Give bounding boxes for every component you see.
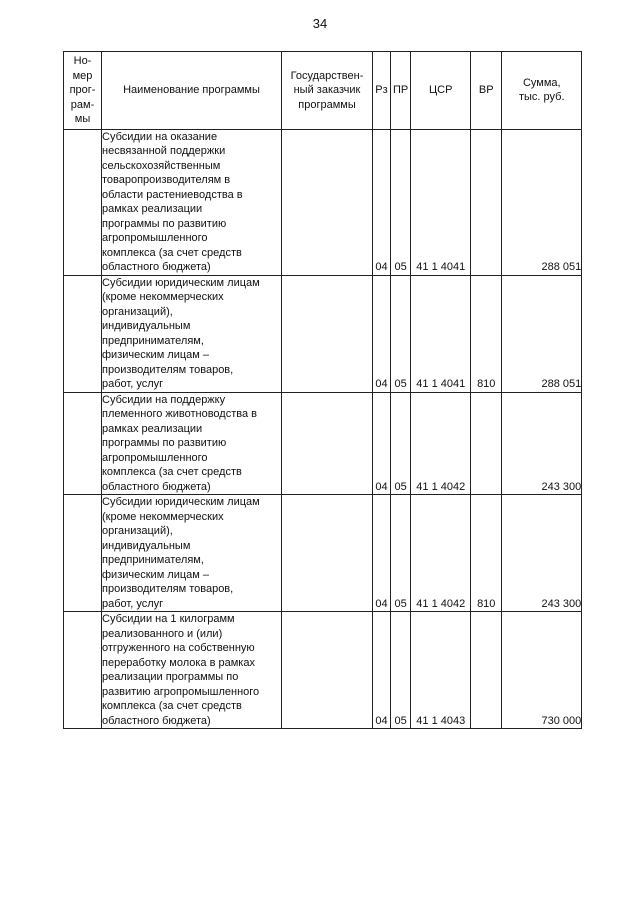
- cell-customer: [282, 495, 373, 612]
- cell-sum: 730 000: [502, 612, 582, 729]
- table-header-row: [64, 52, 582, 130]
- header-program-name: Наименование программы: [102, 52, 282, 130]
- cell-rz: 04: [373, 495, 391, 612]
- table-row: [64, 495, 582, 612]
- header-csr: ЦСР: [411, 52, 471, 130]
- budget-table: [63, 51, 582, 729]
- cell-pr: 05: [391, 612, 411, 729]
- cell-csr: 41 1 4041: [411, 129, 471, 275]
- cell-vr: [471, 392, 502, 495]
- table-row: [64, 612, 582, 729]
- cell-sum: 243 300: [502, 495, 582, 612]
- table-row: [64, 129, 582, 275]
- cell-program-name: Субсидии на 1 килограмм реализованного и (или) отгруженного на собственную переработку молока в рамках реализации программы по развитию агропромышленного комплекса (за счет средств областного бюджета): [102, 612, 282, 729]
- cell-number: [64, 129, 102, 275]
- cell-rz: 04: [373, 392, 391, 495]
- header-pr: ПР: [391, 52, 411, 130]
- cell-number: [64, 275, 102, 392]
- cell-csr: 41 1 4041: [411, 275, 471, 392]
- cell-sum: 243 300: [502, 392, 582, 495]
- cell-csr: 41 1 4042: [411, 392, 471, 495]
- header-rz: Рз: [373, 52, 391, 130]
- cell-vr: 810: [471, 275, 502, 392]
- cell-csr: 41 1 4042: [411, 495, 471, 612]
- header-sum: Сумма, тыс. руб.: [502, 52, 582, 130]
- cell-pr: 05: [391, 129, 411, 275]
- cell-customer: [282, 275, 373, 392]
- cell-pr: 05: [391, 495, 411, 612]
- cell-program-name: Субсидии на оказание несвязанной поддержки сельскохозяйственным товаропроизводителям в области растениеводства в рамках реализации программы по развитию агропромышленного комплекса (за счет средств областного бюджета): [102, 129, 282, 275]
- cell-csr: 41 1 4043: [411, 612, 471, 729]
- cell-number: [64, 495, 102, 612]
- header-program-number: Но- мер прог- рам- мы: [64, 52, 102, 130]
- cell-customer: [282, 392, 373, 495]
- cell-vr: 810: [471, 495, 502, 612]
- cell-customer: [282, 129, 373, 275]
- cell-sum: 288 051: [502, 129, 582, 275]
- header-state-customer: Государствен- ный заказчик программы: [282, 52, 373, 130]
- table-row: [64, 275, 582, 392]
- cell-rz: 04: [373, 275, 391, 392]
- cell-rz: 04: [373, 612, 391, 729]
- cell-pr: 05: [391, 392, 411, 495]
- cell-customer: [282, 612, 373, 729]
- header-vr: ВР: [471, 52, 502, 130]
- table-row: [64, 392, 582, 495]
- cell-vr: [471, 612, 502, 729]
- cell-rz: 04: [373, 129, 391, 275]
- cell-program-name: Субсидии на поддержку племенного животноводства в рамках реализации программы по развитию агропромышленного комплекса (за счет средств областного бюджета): [102, 392, 282, 495]
- cell-program-name: Субсидии юридическим лицам (кроме некоммерческих организаций), индивидуальным предпринимателям, физическим лицам – производителям товаров, работ, услуг: [102, 275, 282, 392]
- cell-number: [64, 612, 102, 729]
- cell-number: [64, 392, 102, 495]
- cell-vr: [471, 129, 502, 275]
- cell-sum: 288 051: [502, 275, 582, 392]
- cell-pr: 05: [391, 275, 411, 392]
- page-number: 34: [312, 16, 328, 31]
- cell-program-name: Субсидии юридическим лицам (кроме некоммерческих организаций), индивидуальным предпринимателям, физическим лицам – производителям товаров, работ, услуг: [102, 495, 282, 612]
